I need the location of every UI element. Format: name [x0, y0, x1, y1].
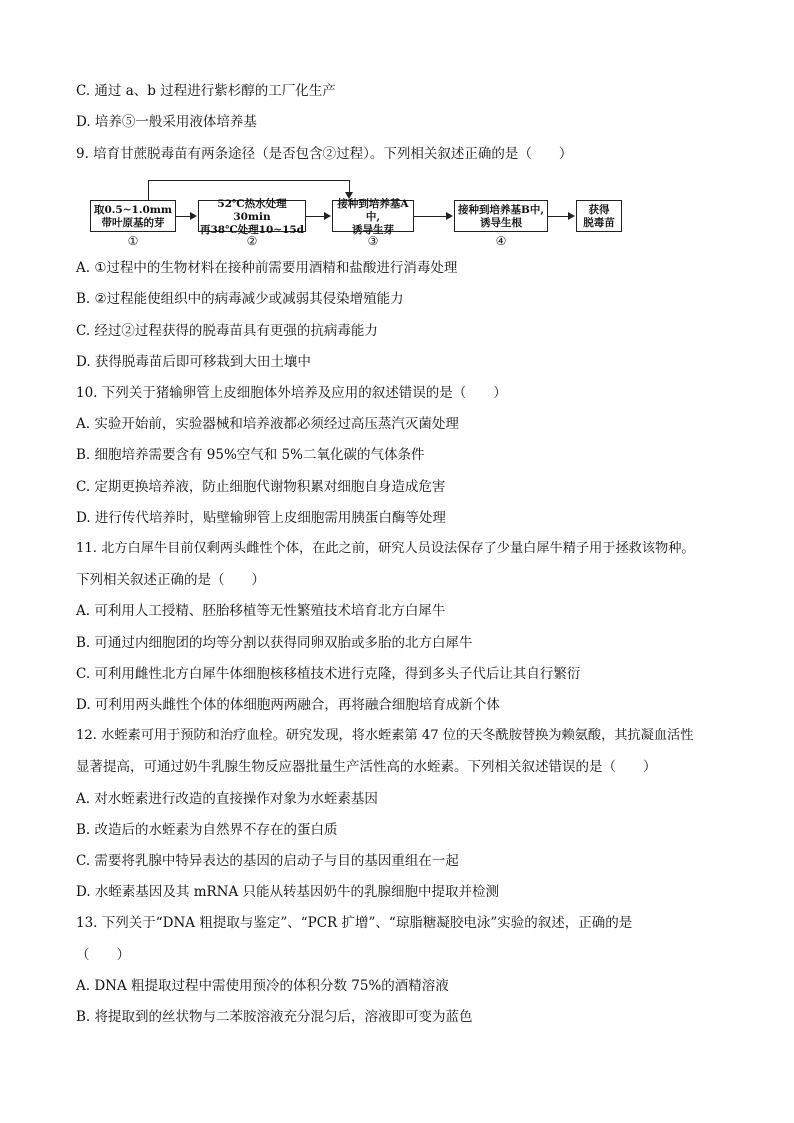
flow-label-2: ② — [246, 234, 258, 248]
flow-box-2-line2: 再38℃处理10~15d — [199, 223, 305, 236]
q11-option-b: B. 可通过内细胞团的均等分割以获得同卵双胎或多胎的北方白犀牛 — [76, 635, 473, 651]
q8-option-d: D. 培养⑤一般采用液体培养基 — [76, 114, 257, 130]
q13-option-b: B. 将提取到的丝状物与二苯胺溶液充分混匀后，溶液即可变为蓝色 — [76, 1009, 473, 1025]
q12-option-b: B. 改造后的水蛭素为自然界不存在的蛋白质 — [76, 822, 338, 838]
q8-option-c: C. 通过 a、b 过程进行紫杉醇的工厂化生产 — [76, 83, 336, 99]
q10-option-d: D. 进行传代培养时，贴壁输卵管上皮细胞需用胰蛋白酶等处理 — [76, 510, 446, 526]
flow-box-4 — [454, 200, 548, 232]
q12-option-d: D. 水蛭素基因及其 mRNA 只能从转基因奶牛的乳腺细胞中提取并检测 — [76, 884, 500, 900]
q13-option-a: A. DNA 粗提取过程中需使用预冷的体积分数 75%的酒精溶液 — [76, 978, 449, 994]
flow-box-1-line2: 带叶原基的芽 — [101, 217, 165, 229]
q13-stem-line1: 13. 下列关于“DNA 粗提取与鉴定”、“PCR 扩增”、“琼脂糖凝胶电泳”实验的叙述，正确的是 — [76, 915, 633, 931]
q10-option-b: B. 细胞培养需要含有 95%空气和 5%二氧化碳的气体条件 — [76, 447, 425, 463]
q10-option-a: A. 实验开始前，实验器械和培养液都必须经过高压蒸汽灭菌处理 — [76, 416, 459, 432]
q9-flowchart — [90, 178, 630, 250]
flow-box-5 — [576, 200, 622, 232]
flow-box-5-line1: 获得 — [588, 204, 610, 216]
q9-option-c: C. 经过②过程获得的脱毒苗具有更强的抗病毒能力 — [76, 323, 378, 339]
q12-option-c: C. 需要将乳腺中特异表达的基因的启动子与目的基因重组在一起 — [76, 853, 459, 869]
q9-option-b: B. ②过程能使组织中的病毒减少或减弱其侵染增殖能力 — [76, 291, 404, 307]
q9-option-a: A. ①过程中的生物材料在接种前需要用酒精和盐酸进行消毒处理 — [76, 260, 458, 276]
flow-box-2 — [198, 197, 306, 236]
q11-stem-line1: 11. 北方白犀牛目前仅剩两头雌性个体，在此之前，研究人员设法保存了少量白犀牛精子用于拯救该物种。 — [76, 541, 695, 556]
q11-option-a: A. 可利用人工授精、胚胎移植等无性繁殖技术培育北方白犀牛 — [76, 603, 446, 619]
q12-stem-line2: 显著提高，可通过奶牛乳腺生物反应器批量生产活性高的水蛭素。下列相关叙述错误的是（ ） — [76, 759, 657, 775]
q12-stem-line1: 12. 水蛭素可用于预防和治疗血栓。研究发现，将水蛭素第 47 位的天冬酰胺替换为赖氨酸，其抗凝血活性 — [76, 728, 694, 743]
flow-box-3-line2: 诱导生芽 — [352, 223, 394, 236]
flow-box-1 — [90, 200, 176, 232]
flow-box-1-line1: 取0.5~1.0mm — [93, 204, 173, 216]
flow-label-3: ③ — [367, 234, 379, 248]
flow-box-5-line2: 脱毒苗 — [583, 217, 615, 229]
q10-option-c: C. 定期更换培养液，防止细胞代谢物积累对细胞自身造成危害 — [76, 479, 446, 495]
q12-option-a: A. 对水蛭素进行改造的直接操作对象为水蛭素基因 — [76, 791, 378, 807]
q9-option-d: D. 获得脱毒苗后即可移栽到大田土壤中 — [76, 354, 311, 370]
q9-stem: 9. 培育甘蔗脱毒苗有两条途径（是否包含②过程）。下列相关叙述正确的是（ ） — [76, 146, 573, 162]
flow-box-2-line1: 52℃热水处理30min — [217, 197, 287, 223]
q11-stem-line2: 下列相关叙述正确的是（ ） — [76, 572, 265, 588]
q11-option-c: C. 可利用雌性北方白犀牛体细胞核移植技术进行克隆，得到多头子代后让其自行繁衍 — [76, 666, 581, 682]
q11-option-d: D. 可利用两头雌性个体的体细胞两两融合，再将融合细胞培育成新个体 — [76, 697, 500, 713]
flow-box-4-line2: 诱导生根 — [480, 217, 522, 229]
q10-stem: 10. 下列关于猪输卵管上皮细胞体外培养及应用的叙述错误的是（ ） — [76, 385, 507, 401]
flow-box-3-line1: 接种到培养基A中, — [337, 197, 409, 223]
flow-label-4: ④ — [495, 234, 507, 248]
flow-box-3 — [332, 197, 414, 236]
flow-box-4-line1: 接种到培养基B中, — [457, 204, 545, 216]
q13-stem-line2: （ ） — [76, 947, 130, 963]
flow-label-1: ① — [127, 234, 139, 248]
